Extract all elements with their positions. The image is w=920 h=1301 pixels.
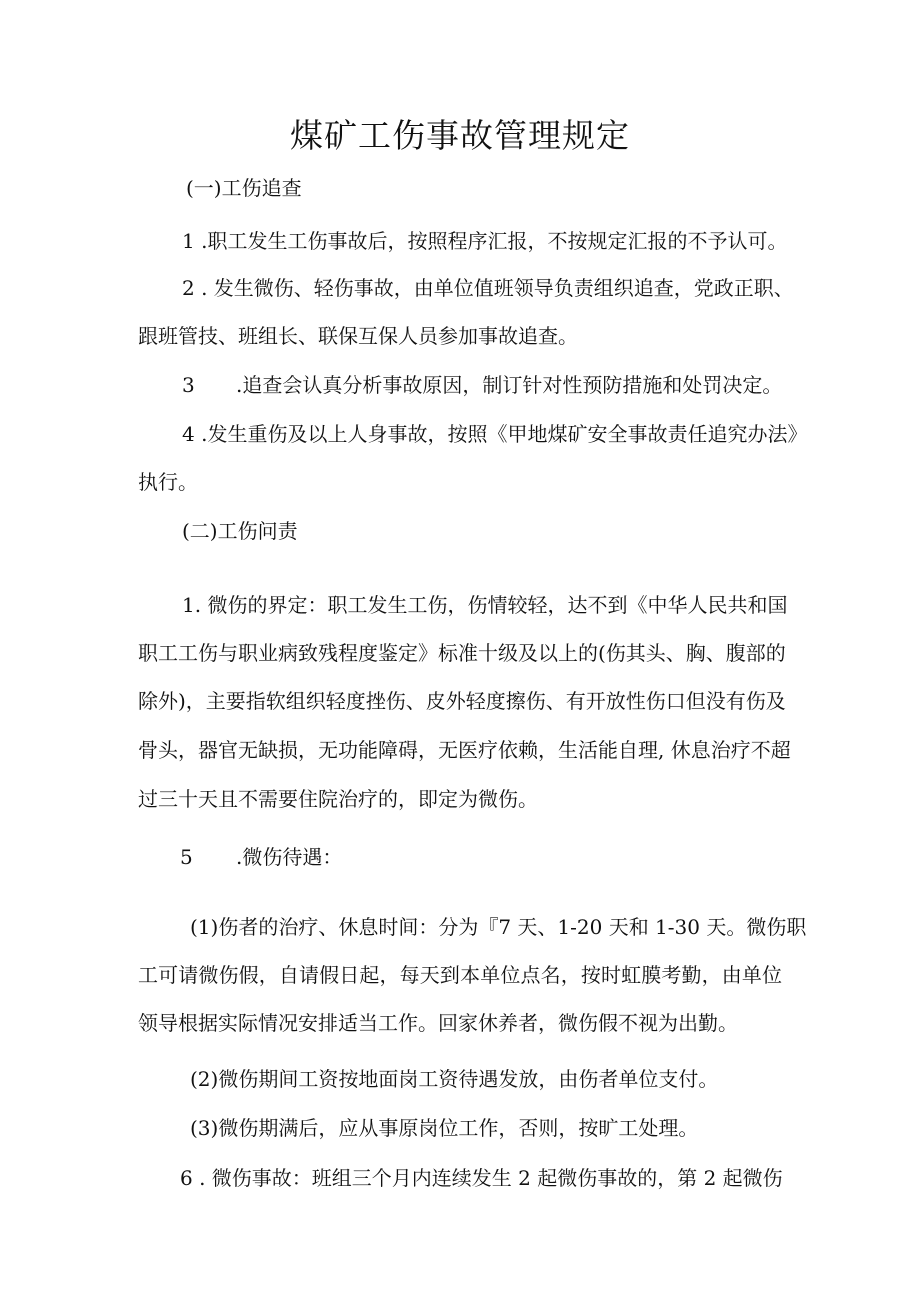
- paragraph-7-line-3: 领导根据实际情况安排适当工作。回家休养者，微伤假不视为出勤。: [138, 1011, 738, 1035]
- paragraph-5-line-4: 骨头，器官无缺损，无功能障碍，无医疗依赖，生活能自理, 休息治疗不超: [138, 738, 791, 762]
- section-heading-injury-investigation: (一)工伤追查: [186, 176, 302, 200]
- paragraph-3-number: 3: [182, 373, 195, 397]
- paragraph-5-line-3: 除外)，主要指软组织轻度挫伤、皮外轻度擦伤、有开放性伤口但没有伤及: [138, 689, 786, 713]
- paragraph-2-line-1: 2 . 发生微伤、轻伤事故，由单位值班领导负责组织追查，党政正职、: [182, 276, 794, 300]
- section-heading-injury-accountability: (二)工伤问责: [182, 519, 298, 543]
- paragraph-5-line-5: 过三十天且不需要住院治疗的，即定为微伤。: [138, 787, 538, 811]
- paragraph-10: 6 . 微伤事故：班组三个月内连续发生 2 起微伤事故的，第 2 起微伤: [180, 1166, 783, 1190]
- paragraph-4-line-2: 执行。: [138, 470, 198, 494]
- paragraph-2-line-2: 跟班管技、班组长、联保互保人员参加事故追查。: [138, 324, 578, 348]
- paragraph-7-line-1: (1)伤者的治疗、休息时间：分为『7 天、1-20 天和 1-30 天。微伤职: [190, 915, 807, 939]
- paragraph-1: 1 .职工发生工伤事故后，按照程序汇报，不按规定汇报的不予认可。: [182, 229, 788, 253]
- paragraph-3-text: .追查会认真分析事故原因，制订针对性预防措施和处罚决定。: [236, 373, 783, 397]
- paragraph-6-number: 5: [180, 845, 193, 869]
- paragraph-6-text: .微伤待遇：: [236, 845, 343, 869]
- document-title: 煤矿工伤事故管理规定: [290, 116, 630, 155]
- paragraph-7-line-2: 工可请微伤假，自请假日起，每天到本单位点名，按时虹膜考勤，由单位: [138, 963, 782, 987]
- paragraph-9: (3)微伤期满后，应从事原岗位工作，否则，按旷工处理。: [190, 1116, 699, 1140]
- paragraph-5-line-1: 1. 微伤的界定：职工发生工伤，伤情较轻，达不到《中华人民共和国: [182, 593, 788, 617]
- paragraph-8: (2)微伤期间工资按地面岗工资待遇发放，由伤者单位支付。: [190, 1067, 719, 1091]
- paragraph-4-line-1: 4 .发生重伤及以上人身事故，按照《甲地煤矿安全事故责任追究办法》: [182, 422, 808, 446]
- paragraph-5-line-2: 职工工伤与职业病致残程度鉴定》标准十级及以上的(伤其头、胸、腹部的: [138, 641, 786, 665]
